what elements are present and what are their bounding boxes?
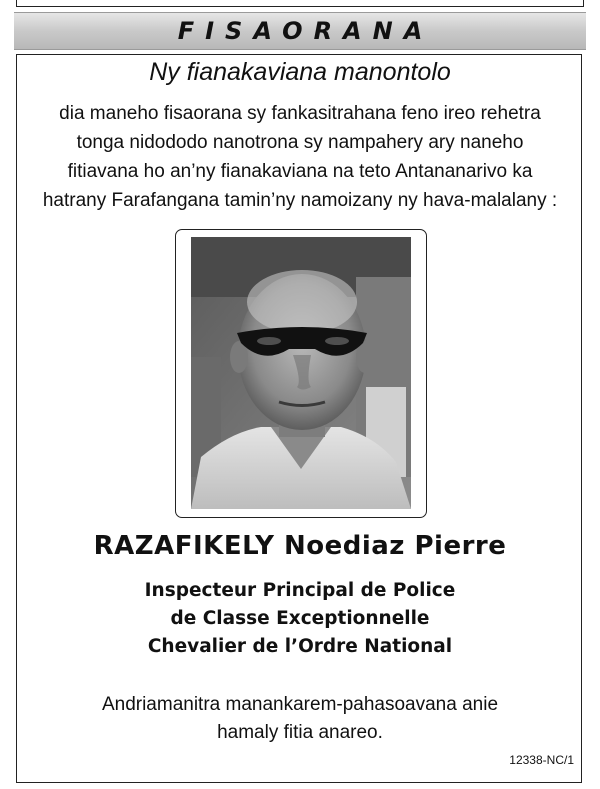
photo-card: [175, 229, 427, 518]
intro-paragraph: [30, 99, 570, 215]
deceased-name: RAZAFIKELY Noediaz Pierre: [93, 531, 507, 561]
family-subtitle: Ny fianakaviana manontolo: [149, 58, 451, 86]
reference-code: 12338-NC/1: [509, 753, 574, 767]
top-rule: [16, 0, 584, 7]
intro-line: tonga nidododo nanotrona sy nampahery ary naneho: [76, 132, 524, 153]
closing-line: Andriamanitra manankarem-pahasoavana anie: [101, 694, 499, 715]
intro-line: hatrany Farafangana tamin’ny namoizany ny hava-malalany :: [42, 190, 558, 211]
title-line: Chevalier de l’Ordre National: [147, 636, 453, 657]
intro-line: dia maneho fisaorana sy fankasitrahana feno ireo rehetra: [59, 103, 541, 124]
title-line: Inspecteur Principal de Police: [144, 580, 456, 601]
portrait-illustration: [191, 237, 411, 509]
portrait-photo: [191, 237, 411, 509]
closing-blessing: [0, 691, 600, 747]
honorific-titles: [0, 577, 600, 661]
intro-line: fitiavana ho an’ny fianakaviana na teto Antananarivo ka: [67, 161, 533, 182]
closing-line: hamaly fitia anareo.: [217, 722, 383, 743]
notice-heading: FISAORANA: [177, 17, 434, 45]
header-band: [14, 12, 586, 50]
title-line: de Classe Exceptionnelle: [170, 608, 430, 629]
